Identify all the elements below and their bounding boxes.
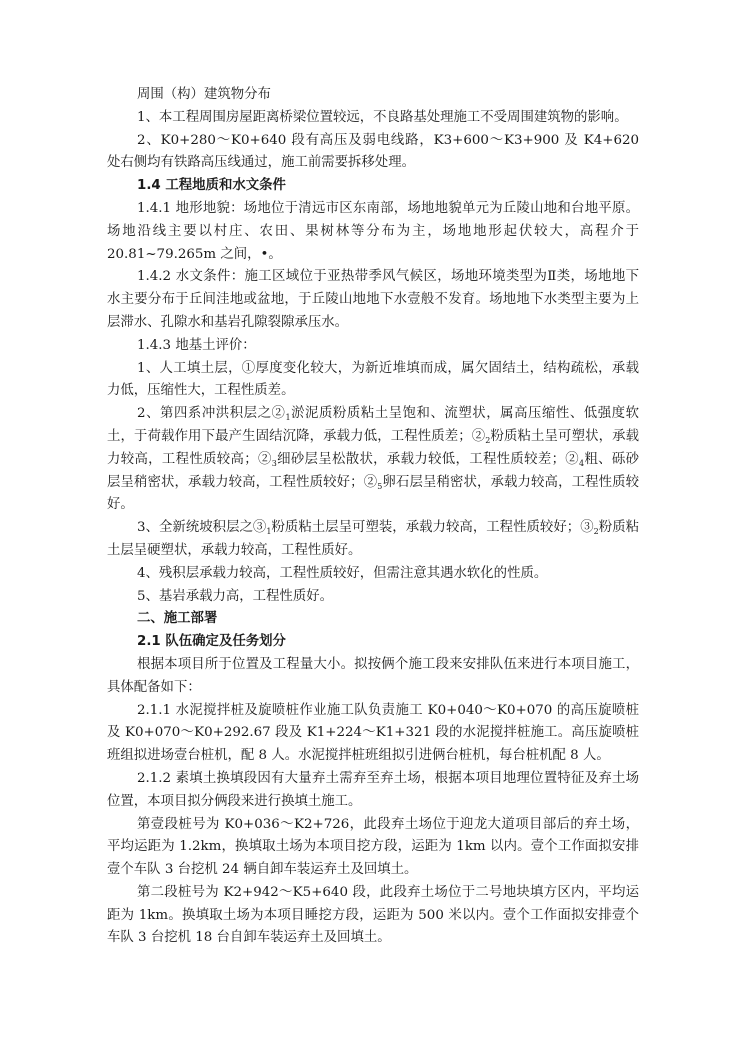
text-run: 1.4 工程地质和水文条件 — [137, 178, 286, 194]
paragraph — [107, 586, 639, 609]
section-heading — [107, 631, 639, 654]
text-run: 粉质粘土呈可塑状，承载力较高，工程性质较高；② — [107, 428, 640, 467]
paragraph — [107, 882, 639, 950]
text-run: 2、第四系冲洪积层之② — [137, 406, 286, 422]
paragraph — [107, 768, 639, 814]
document-page — [107, 84, 639, 950]
text-run: 二、施工部署 — [137, 611, 218, 627]
paragraph — [107, 358, 639, 404]
paragraph — [107, 700, 639, 768]
subscript: 3 — [271, 458, 277, 468]
text-run: 细砂层呈松散状，承载力较低，工程性质较差；② — [276, 451, 580, 467]
subscript: 1 — [266, 527, 272, 537]
text-run: 2、K0+280～K0+640 段有高压及弱电线路，K3+600～K3+900 及 K4+620 处右侧均有铁路高压线通过，施工前需要拆移处理。 — [107, 132, 639, 171]
paragraph — [107, 403, 639, 517]
section-heading — [107, 608, 639, 631]
paragraph — [107, 198, 639, 266]
text-run: 第壹段桩号为 K0+036～K2+726，此段弃土场位于迎龙大道项目部后的弃土场，平均运距为 1.2km，换填取土场为本项目挖方段，运距为 1km 以内。壹个工作面拟安排壹个车队 3 台挖机 24 辆自卸车装运弃土及回填土。 — [107, 816, 639, 878]
text-run: 1.4.1 地形地貌：场地位于清远市区东南部，场地地貌单元为丘陵山地和台地平原。场地沿线主要以村庄、农田、果树林等分布为主，场地地形起伏较大，高程介于 20.81~79.265m 之间，•。 — [107, 200, 639, 262]
paragraph — [107, 335, 639, 358]
subscript: 2 — [593, 527, 599, 537]
paragraph — [107, 130, 639, 176]
text-run: 周围（构）建筑物分布 — [137, 87, 271, 102]
text-run: 1、本工程周围房屋距离桥梁位置较远，不良路基处理施工不受周围建筑物的影响。 — [137, 109, 628, 125]
subscript: 2 — [485, 435, 491, 445]
text-run: 2.1 队伍确定及任务划分 — [137, 634, 286, 650]
subscript: 5 — [377, 481, 383, 491]
text-run: 粉质粘土层呈硬塑状，承载力较高，工程性质好。 — [107, 520, 640, 558]
subscript: 1 — [285, 413, 291, 423]
paragraph — [107, 517, 639, 563]
text-run: 3、全新统坡积层之③ — [137, 520, 267, 536]
text-run: 5、基岩承载力高，工程性质好。 — [137, 588, 333, 604]
subscript: 4 — [579, 458, 585, 468]
text-run: 1.4.3 地基土评价： — [137, 337, 256, 353]
text-run: 4、残积层承载力较高，工程性质较好，但需注意其遇水软化的性质。 — [137, 565, 548, 581]
text-run: 根据本项目所于位置及工程量大小。拟按俩个施工段来安排队伍来进行本项目施工，具体配备如下： — [107, 656, 639, 695]
text-run: 第二段桩号为 K2+942～K5+640 段，此段弃土场位于二号地块填方区内，平均运距为 1km。换填取土场为本项目睡挖方段，运距为 500 米以内。壹个工作面拟安排壹个车队 3 台挖机 18 台自卸车装运弃土及回填土。 — [107, 884, 639, 946]
paragraph — [107, 654, 639, 700]
text-run: 卵石层呈稍密状，承载力较高，工程性质较好。 — [107, 474, 640, 513]
paragraph — [107, 266, 639, 334]
paragraph — [107, 107, 639, 130]
paragraph — [107, 814, 639, 882]
paragraph — [107, 563, 639, 586]
section-heading — [107, 175, 639, 198]
text-run: 2.1.1 水泥搅拌桩及旋喷桩作业施工队负责施工 K0+040～K0+070 的高压旋喷桩及 K0+070～K0+292.67 段及 K1+224～K1+321 段的水泥搅拌桩施工。高压旋喷桩班组拟进场壹台桩机，配 8 人。水泥搅拌桩班组拟引进俩台桩机，每台桩机配 8 人。 — [107, 702, 639, 764]
text-run: 1.4.2 水文条件：施工区域位于亚热带季风气候区，场地环境类型为Ⅱ类，场地地下水主要分布于丘间洼地或盆地，于丘陵山地地下水壹般不发育。场地地下水类型主要为上层滞水、孔隙水和基岩孔隙裂隙承压水。 — [107, 269, 639, 330]
text-run: 1、人工填土层，①厚度变化较大，为新近堆填而成，属欠固结土，结构疏松，承载力低，压缩性大，工程性质差。 — [107, 360, 639, 399]
text-run: 粉质粘土层呈可塑装，承载力较高，工程性质较好；③ — [271, 520, 594, 536]
text-run: 淤泥质粉质粘土呈饱和、流塑状，属高压缩性、低强度软土，于荷载作用下最产生固结沉降，承载力低，工程性质差；② — [107, 406, 639, 444]
paragraph — [107, 84, 639, 107]
text-run: 粗、砾砂层呈稍密状，承载力较高，工程性质较好；② — [107, 451, 640, 490]
text-run: 2.1.2 素填土换填段因有大量弃土需弃至弃土场，根据本项目地理位置特征及弃土场位置，本项目拟分俩段来进行换填土施工。 — [107, 770, 639, 809]
